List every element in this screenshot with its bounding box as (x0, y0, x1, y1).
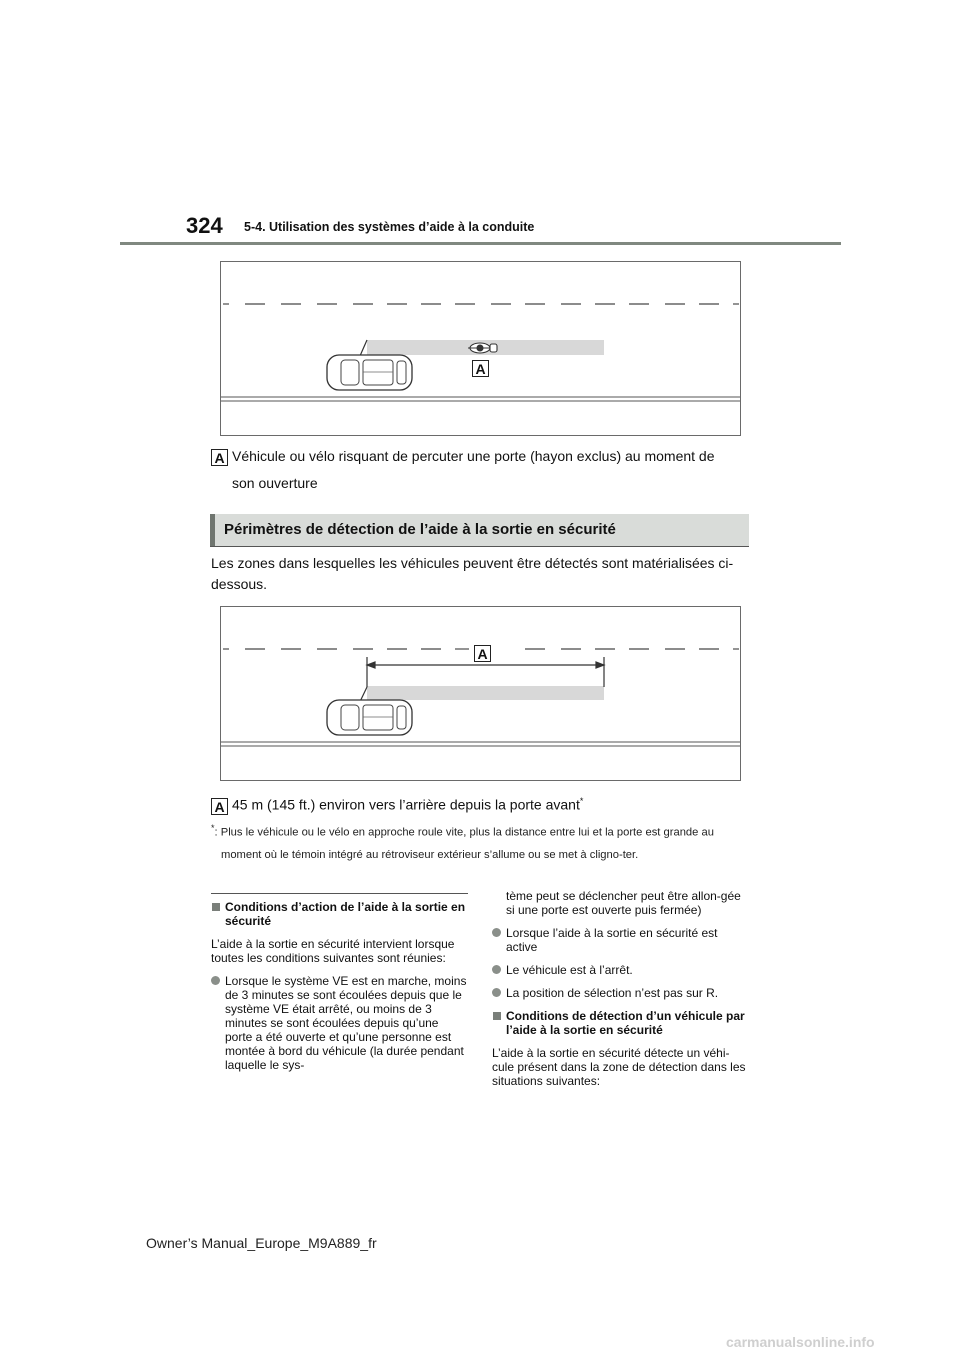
column-rule (211, 893, 468, 894)
detection-range-figure (220, 606, 741, 781)
section-heading-text: Périmètres de détection de l’aide à la sortie en sécurité (224, 521, 616, 538)
section-intro: Les zones dans lesquelles les véhicules peuvent être détectés sont matérialisées ci-dessous. (211, 555, 734, 592)
list-item: Lorsque le système VE est en marche, moins de 3 minutes se sont écoulées depuis que le système VE était arrêté, ou moins de 3 minutes se sont écoulées depuis qu’une porte a été ouverte et qu’une personne est montée à bord du véhicule (la durée pendant laquelle le sys- (211, 974, 469, 1072)
footnote-text: : Plus le véhicule ou le vélo en approche roule vite, plus la distance entre lui et la porte est grande au moment où le témoin intégré au rétroviseur extérieur s’allume ou se met à cligno-ter. (214, 826, 714, 861)
square-bullet-icon (493, 1012, 501, 1020)
footnote-reference: * (579, 796, 584, 806)
detection-zone (367, 686, 604, 700)
round-bullet-icon (492, 965, 501, 974)
round-bullet-icon (211, 976, 220, 985)
figure-label-a: A (472, 360, 489, 377)
subheading-conditions: Conditions d’action de l’aide à la sortie en sécurité (211, 900, 469, 928)
right-column (492, 889, 750, 1097)
section-heading (210, 514, 749, 547)
footer-manual-name: Owner’s Manual_Europe_M9A889_fr (146, 1235, 377, 1251)
figure2-caption (211, 789, 751, 818)
page-number: 324 (186, 213, 223, 238)
road-diagram-1 (221, 262, 740, 435)
watermark: carmanualsonline.info (726, 1334, 875, 1350)
caption-label-a: A (211, 798, 228, 815)
caption-text: Véhicule ou vélo risquant de percuter une porte (hayon exclus) au moment de (232, 448, 715, 464)
paragraph: L’aide à la sortie en sécurité détecte un véhi-cule présent dans la zone de détection dans les situations suivantes: (492, 1046, 746, 1088)
caption-label-a: A (211, 449, 228, 466)
left-column (211, 900, 469, 1081)
footnote-mark: * (211, 823, 215, 833)
round-bullet-icon (492, 928, 501, 937)
subheading-detection: Conditions de détection d’un véhicule par l’aide à la sortie en sécurité (492, 1009, 750, 1037)
round-bullet-icon (492, 988, 501, 997)
paragraph: L’aide à la sortie en sécurité intervient lorsque toutes les conditions suivantes sont réunies: (211, 937, 455, 965)
list-item: Lorsque l’aide à la sortie en sécurité est active (492, 926, 750, 954)
door-collision-figure (220, 261, 741, 436)
list-item: Le véhicule est à l’arrêt. (492, 963, 750, 977)
car-icon (327, 700, 412, 735)
square-bullet-icon (212, 903, 220, 911)
road-diagram-2 (221, 607, 740, 780)
footnote (211, 817, 751, 866)
bicycle-icon (468, 343, 497, 353)
list-item: La position de sélection n’est pas sur R. (492, 986, 750, 1000)
heading-accent (210, 514, 215, 546)
figure1-caption-continued: son ouverture (232, 475, 318, 491)
figure-label-a: A (474, 645, 491, 662)
section-title: 5-4. Utilisation des systèmes d’aide à la conduite (244, 220, 535, 234)
figure1-caption (211, 444, 751, 469)
car-icon (327, 355, 412, 390)
list-item-continued: tème peut se déclencher peut être allon-gée si une porte est ouverte puis fermée) (506, 889, 741, 917)
caption-text: 45 m (145 ft.) environ vers l’arrière depuis la porte avant (232, 796, 580, 813)
header-rule (120, 242, 841, 245)
